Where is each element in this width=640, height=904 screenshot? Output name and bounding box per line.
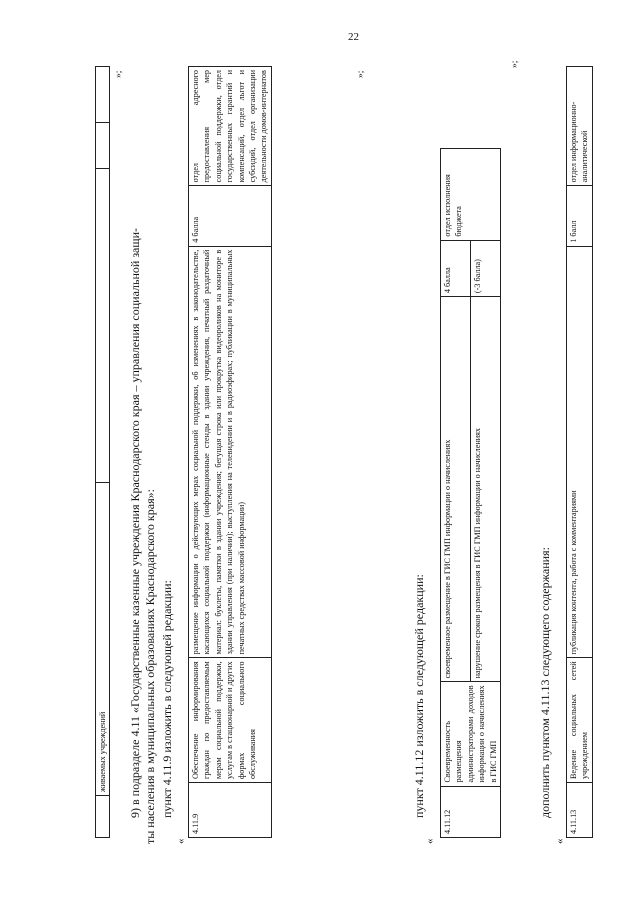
item-end-3: »; — [510, 60, 520, 68]
item-score: 4 балла — [189, 186, 272, 246]
table-4-11-9 — [188, 66, 272, 838]
item-number: 4.11.12 — [441, 786, 501, 837]
row2-score: (-3 балла) — [471, 240, 501, 296]
item-4-11-12-intro: пункт 4.11.12 изложить в следующей редакции: — [412, 574, 426, 818]
paragraph-9-continued: ты населения в муниципальных образованиях Краснодарского края»: — [143, 489, 157, 844]
item-executor: отдел адресного предоставления мер социальной поддержки, отдел государственных гарантий и компенсаций, отдел льгот и субсидий, отдел организации деятельности домов-интернатов — [189, 67, 272, 186]
item-description: публикация контента, работа с комментариями — [567, 246, 593, 658]
row1-score: 4 балла — [441, 240, 471, 296]
item-end-2: »; — [356, 70, 366, 78]
fragment-cell: живаемых учреждений — [96, 482, 110, 796]
item-description: размещение информации о действующих мерах социальной поддержки, об изменениях в законодательстве, касающихся социальной поддержки (информационные стенды в здании учреждения, печатный раздаточный материал: буклеты, памятки в здании учреждения; бегущая строка или прокрутка видеороликов на мониторе в здании управления (при наличии); выступления на телевидении и в радиоэфирах; публикации в муниципальных печатных средствах массовой информации) — [189, 246, 272, 658]
table-row — [441, 149, 471, 838]
item-executor: отдел исполнения бюджета — [441, 149, 501, 241]
row1-description: своевременное размещение в ГИС ГМП информации о начислениях — [441, 297, 471, 682]
page-number: 22 — [348, 31, 359, 43]
item-executor: отдел информационно-аналитической — [567, 67, 593, 186]
item-name: Своевременность размещения администраторами доходов информации о начислениях в ГИС ГМП — [441, 682, 501, 786]
table-row — [567, 67, 593, 838]
paragraph-9: 9) в подразделе 4.11 «Государственные казенные учреждения Краснодарского края – управления социальной защи- — [128, 227, 142, 818]
item-name: Ведение социальных сетей учреждением — [567, 658, 593, 783]
item-end-1: »; — [114, 70, 124, 78]
open-quote: « — [175, 838, 187, 844]
row2-description: нарушение сроков размещения в ГИС ГМП информации о начислениях — [471, 297, 501, 682]
table-4-11-13 — [566, 66, 593, 838]
table-row — [189, 67, 272, 838]
previous-table-fragment — [95, 66, 110, 838]
item-number: 4.11.9 — [189, 783, 272, 838]
item-number: 4.11.13 — [567, 783, 593, 838]
item-score: 1 балл — [567, 186, 593, 246]
rotated-content — [0, 44, 640, 858]
open-quote-3: « — [554, 838, 566, 844]
item-4-11-13-intro: дополнить пунктом 4.11.13 следующего содержания: — [538, 547, 552, 818]
open-quote-2: « — [424, 838, 436, 844]
table-4-11-12 — [440, 148, 501, 838]
item-4-11-9-intro: пункт 4.11.9 изложить в следующей редакции: — [160, 580, 174, 818]
item-name: Обеспечение информирования граждан по предоставляемым мерам социальной поддержки, услугам в стационарной и других формах социального обслуживания — [189, 658, 272, 783]
